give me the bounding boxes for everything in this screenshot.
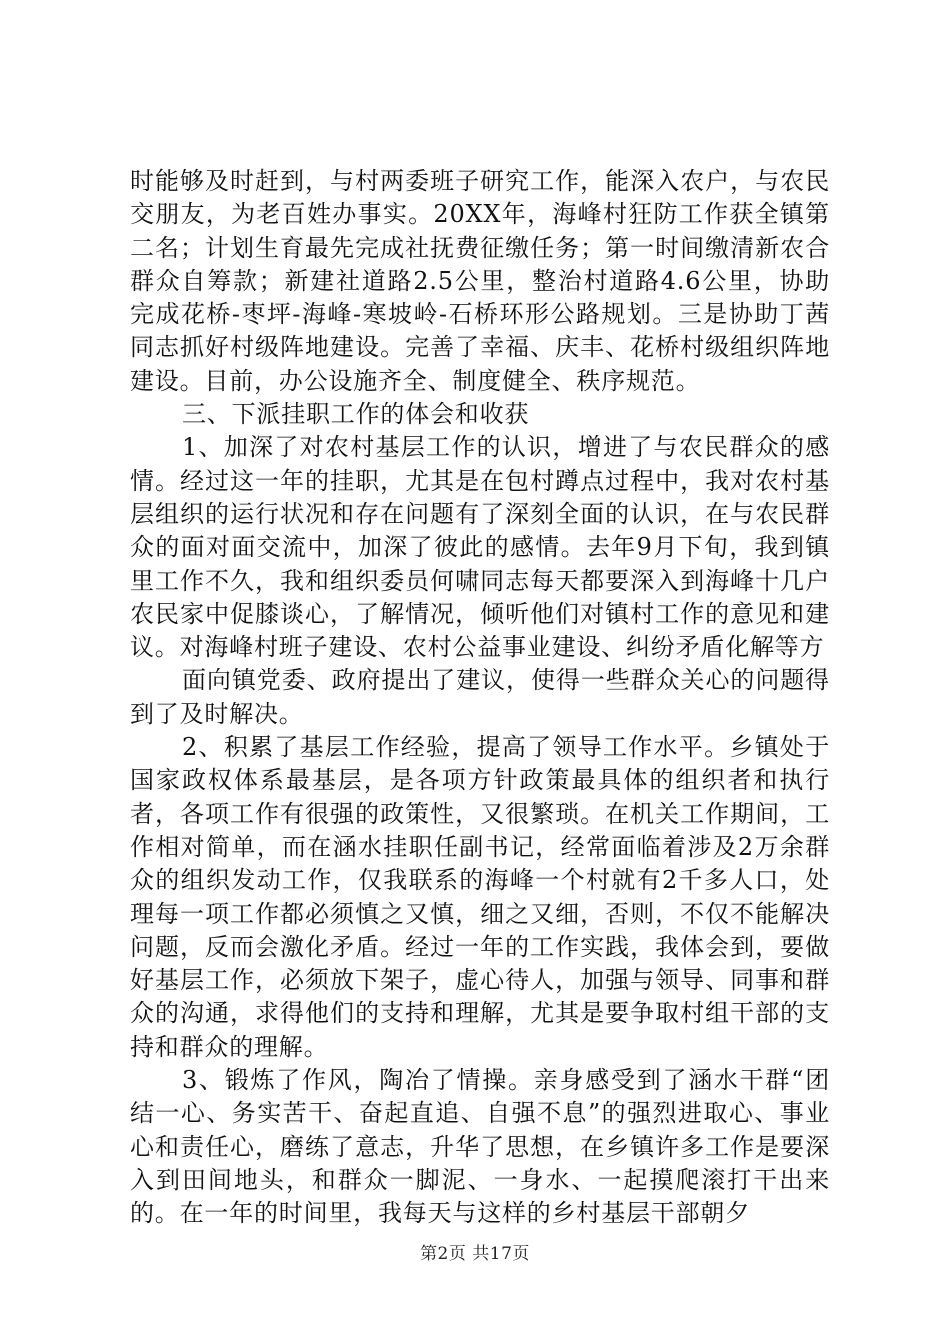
section-heading: 三、下派挂职工作的体会和收获	[182, 400, 530, 429]
document-body	[130, 165, 830, 1231]
paragraph-point-3: 3、锻炼了作风，陶冶了情操。亲身感受到了涵水干群“团结一心、务实苦干、奋起直追、自强不息”的强烈进取心、事业心和责任心，磨练了意志，升华了思想，在乡镇许多工作是要深入到田间地头，和群众一脚泥、一身水、一起摸爬滚打干出来的。在一年的时间里，我每天与这样的乡村基层干部朝夕	[130, 1066, 830, 1228]
paragraph-point-2: 2、积累了基层工作经验，提高了领导工作水平。乡镇处于国家政权体系最基层，是各项方针政策最具体的组织者和执行者，各项工作有很强的政策性，又很繁琐。在机关工作期间，工作相对简单，而在涵水挂职任副书记，经常面临着涉及2万余群众的组织发动工作，仅我联系的海峰一个村就有2千多人口，处理每一项工作都必须慎之又慎，细之又细，否则，不仅不能解决问题，反而会激化矛盾。经过一年的工作实践，我体会到，要做好基层工作，必须放下架子，虚心待人，加强与领导、同事和群众的沟通，求得他们的支持和理解，尤其是要争取村组干部的支持和群众的理解。	[130, 733, 830, 1061]
paragraph-point-1-continued: 面向镇党委、政府提出了建议，使得一些群众关心的问题得到了及时解决。	[130, 666, 830, 728]
paragraph-continuation: 时能够及时赶到，与村两委班子研究工作，能深入农户，与农民交朋友，为老百姓办事实。20XX年，海峰村狂防工作获全镇第二名；计划生育最先完成社抚费征缴任务；第一时间缴清新农合群众自筹款；新建社道路2.5公里，整治村道路4.6公里，协助完成花桥-枣坪-海峰-寒坡岭-石桥环形公路规划。三是协助丁茜同志抓好村级阵地建设。完善了幸福、庆丰、花桥村级组织阵地建设。目前，办公设施齐全、制度健全、秩序规范。	[130, 167, 830, 395]
paragraph-point-1: 1、加深了对农村基层工作的认识，增进了与农民群众的感情。经过这一年的挂职，尤其是在包村蹲点过程中，我对农村基层组织的运行状况和存在问题有了深刻全面的认识，在与农民群众的面对面交流中，加深了彼此的感情。去年9月下旬，我到镇里工作不久，我和组织委员何啸同志每天都要深入到海峰十几户农民家中促膝谈心，了解情况，倾听他们对镇村工作的意见和建议。对海峰村班子建设、农村公益事业建设、纠纷矛盾化解等方	[130, 433, 830, 662]
page-number-footer: 第2页 共17页	[420, 1244, 530, 1264]
